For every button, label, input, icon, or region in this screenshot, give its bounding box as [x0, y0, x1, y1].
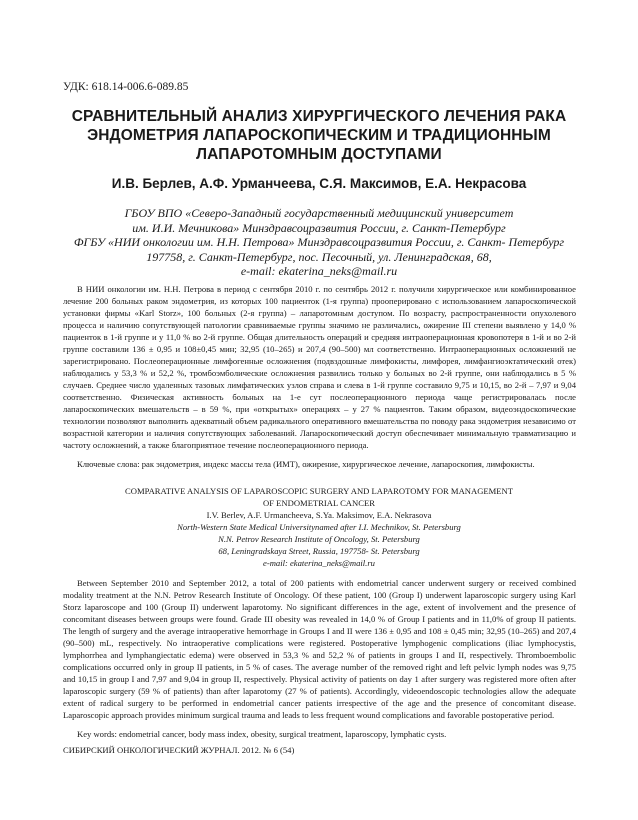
english-authors: I.V. Berlev, A.F. Urmancheeva, S.Ya. Maksimov, E.A. Nekrasova — [206, 510, 432, 520]
article-title: СРАВНИТЕЛЬНЫЙ АНАЛИЗ ХИРУРГИЧЕСКОГО ЛЕЧЕНИЯ РАКА ЭНДОМЕТРИЯ ЛАПАРОСКОПИЧЕСКИМ И ТРАДИЦИОННЫМ ЛАПАРОТОМНЫМ ДОСТУПАМИ — [71, 108, 567, 163]
affiliation-line: 197758, г. Санкт-Петербург, пос. Песочный, ул. Ленинградская, 68, — [146, 249, 492, 264]
journal-footer: СИБИРСКИЙ ОНКОЛОГИЧЕСКИЙ ЖУРНАЛ. 2012. № 6 (54) — [63, 745, 295, 755]
udc-code: УДК: 618.14-006.6-089.85 — [63, 81, 189, 93]
abstract-ru: В НИИ онкологии им. Н.Н. Петрова в период с сентября 2010 г. по сентябрь 2012 г. получили хирургическое или комбинированное лечение 200 больных раком эндометрия, из которых 100 пациенток (1-я группа) прооперировано с использованием лапароскопической установки фирмы «Karl Storz», 100 больных (2-я группа) – лапаротомным доступом. По возрасту, распространенности опухолевого процесса и наличию сопутствующей патологии сравниваемые группы значимо не различались, ожирение III степени выявлено у 14,0 % пациенток в 1-й группе и у 11,0 % во 2-й группе. Общая длительность операций и средняя интраоперационная кровопотеря в 1-й и во 2-й группе составили 136 ± 0,95 и 108±0,45 мин; 32,95 (10–265) и 207,4 (90–500) мл соответственно. Интраоперационных осложнений не зарегистрировано. Послеоперационные лимфогенные осложнения (подвздошные лимфокисты, лимфорея, лимфангиоэктатический отек) наблюдались у 53,3 % и 52,2 %, тромбоэмболические осложнения развились только у больных во 2-й группе, они наблюдались в 5 % случаев. Среднее число удаленных тазовых лимфатических узлов справа и слева в 1-й группе составило 9,75 и 10,15, во 2-й – 7,97 и 9,04 соответственно. Физическая активность больных на 1-е сут послеоперационного периода чаще регистрировалась после лапароскопических вмешательств – в 59 %, при «открытых» операциях – у 27 % пациентов. Таким образом, видеоэндоскопические технологии позволяют выполнить адекватный объем радикального оперативного вмешательства по поводу рака эндометрия независимо от возрастной категории и наличия сопутствующих заболеваний. Лапароскопический доступ обеспечивает минимальную травматизацию и частоту осложнений, а также благоприятное течение послеоперационного периода. — [63, 284, 576, 450]
english-header — [60, 485, 578, 569]
affiliation-line: ФГБУ «НИИ онкологии им. Н.Н. Петрова» Минздравсоцразвития России, г. Санкт- Петербург — [73, 235, 565, 249]
affiliation-email: e-mail: ekaterina_neks@mail.ru — [240, 264, 398, 278]
affiliation-line: ГБОУ ВПО «Северо-Западный государственный медицинский университет — [124, 206, 514, 220]
affiliation-ru — [60, 206, 578, 279]
english-title-line: OF ENDOMETRIAL CANCER — [263, 498, 375, 508]
affiliation-line: им. И.И. Мечникова» Минздравсоцразвития России, г. Санкт-Петербург — [132, 220, 506, 235]
keywords-en: Key words: endometrial cancer, body mass index, obesity, surgical treatment, laparoscopy, lymphatic cysts. — [77, 729, 447, 739]
abstract-en: Between September 2010 and September 2012, a total of 200 patients with endometrial cancer underwent surgery or received combined modality treatment at the N.N. Petrov Research Institute of Oncology. Of these patient, 100 (Group I) underwent laparoscopic surgery using Karl Storz laparoscope and 100 (Group II) underwent laparotomy. No significant differences in the age, extent of involvement and the presence of concomitant diseases between groups were found. Grade III obesity was revealed in 14,0 % of Group I patients and in 11,0% of group II patients. The length of surgery and the average intraoperative hemorrhage in Groups I and II were 136 ± 0,95 and 108 ± 0,45 min; 32,95 (10–265) and 207,4 (90–500) mL, respectively. No intraoperative complications were registered. Postoperative lymphogenic complications (iliac lymphocystis, lymphorrhea and lymphangiectatic edema) were observed in 53,3 % and 52,2 % of patients in groups I and II, respectively. Thromboembolic complications occurred only in group II patients, in 5 % of cases. The average number of the removed right and left pelvic lymph nodes was 9,75 and 10,15 in group I and 7,97 and 9,04 in group II, respectively. Physical activity of patients on day 1 after surgery was registered more often after laparoscopic surgery (59 % of patients) than after laparotomy (27 % of patients). Accordingly, videoendoscopic technologies allow the adequate extent of radical surgery to be performed in endometrial cancer patients irrespective of the age and the presence of concomitant disease. Laparoscopic approach provides minimum surgical trauma and leads to less frequent wound complications and favorable postoperative period. — [63, 578, 576, 720]
author-list: И.В. Берлев, А.Ф. Урманчеева, С.Я. Максимов, Е.А. Некрасова — [111, 176, 527, 191]
affiliation-en-line: 68, Leningradskaya Street, Russia, 197758- St. Petersburg — [218, 546, 420, 556]
affiliation-en-line: North-Western State Medical Universitynamed after I.I. Mechnikov, St. Petersburg — [177, 522, 461, 532]
english-title-line: COMPARATIVE ANALYSIS OF LAPAROSCOPIC SURGERY AND LAPAROTOMY FOR MANAGEMENT — [125, 486, 513, 496]
keywords-ru: Ключевые слова: рак эндометрия, индекс массы тела (ИМТ), ожирение, хирургическое лечение, лапароскопия, лимфокисты. — [77, 459, 535, 469]
affiliation-en-email: e-mail: ekaterina_neks@mail.ru — [263, 558, 375, 568]
affiliation-en-line: N.N. Petrov Research Institute of Oncology, St. Petersburg — [218, 534, 420, 544]
